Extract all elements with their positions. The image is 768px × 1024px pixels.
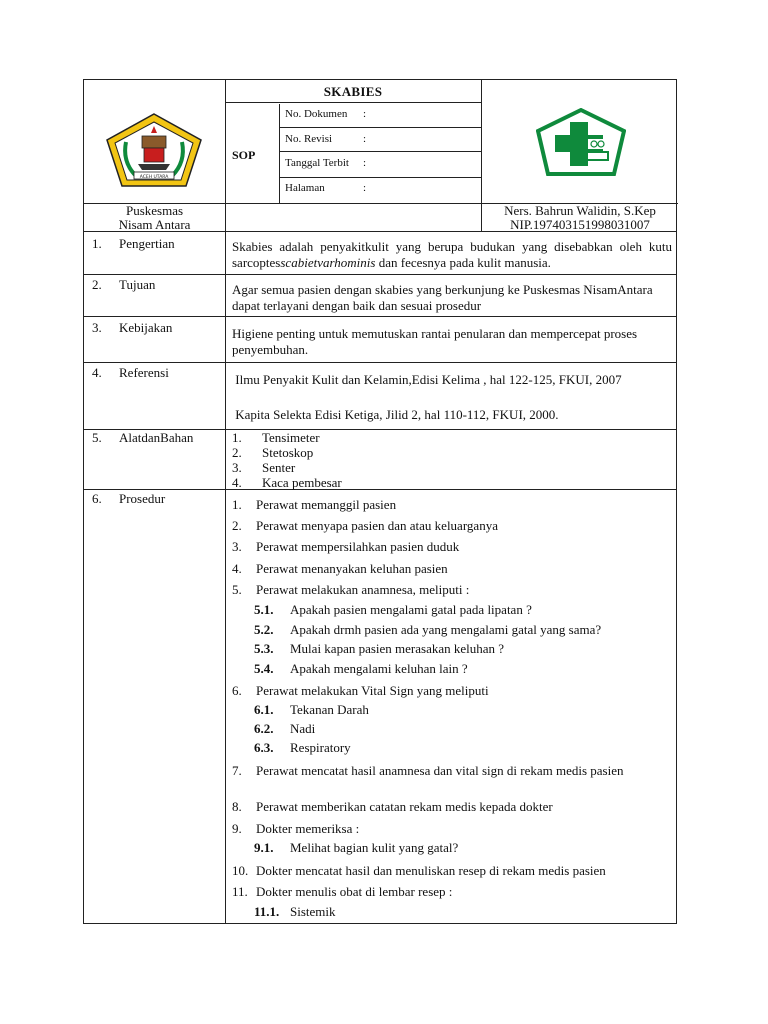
- step-number: 9.: [232, 821, 242, 836]
- list-item: [232, 460, 295, 476]
- substep-number: 6.3.: [254, 740, 274, 755]
- doc-row-colon: :: [363, 133, 367, 145]
- step-number: 7.: [232, 763, 242, 778]
- puskesmas-line: Nisam Antara: [118, 217, 191, 232]
- puskesmas-cross-logo: [536, 108, 626, 176]
- row-divider: [84, 362, 676, 363]
- section-label: Kebijakan: [119, 320, 173, 335]
- item-number: 4.: [232, 475, 242, 490]
- procedure-substep: [254, 622, 601, 638]
- substep-text: Tekanan Darah: [290, 702, 369, 717]
- step-number: 4.: [232, 561, 242, 576]
- emblem-label: ACEH UTARA: [139, 175, 169, 180]
- doc-row-colon: :: [363, 182, 367, 194]
- step-text: Perawat memberikan catatan rekam medis kepada dokter: [256, 799, 553, 814]
- section-label: Prosedur: [119, 491, 166, 506]
- substep-text: Apakah mengalami keluhan lain ?: [290, 661, 468, 676]
- procedure-substep: [254, 740, 351, 756]
- step-text: Dokter menulis obat di lembar resep :: [256, 884, 453, 899]
- body-column-divider: [225, 232, 226, 923]
- signer-nip: NIP.197403151998031007: [510, 217, 650, 232]
- step-text: Dokter mencatat hasil dan menuliskan resep di rekam medis pasien: [256, 863, 606, 878]
- item-number: 3.: [232, 460, 242, 475]
- procedure-step: [232, 821, 359, 837]
- substep-text: Mulai kapan pasien merasakan keluhan ?: [290, 641, 505, 656]
- doc-row-label: No. Dokumen: [285, 108, 348, 120]
- substep-text: Melihat bagian kulit yang gatal?: [290, 840, 459, 855]
- procedure-substep: [254, 702, 369, 718]
- item-number: 2.: [232, 445, 242, 460]
- procedure-step: [232, 518, 498, 534]
- body-table: [83, 232, 677, 924]
- procedure-step: [232, 683, 489, 699]
- header-divider: [279, 104, 280, 203]
- header-divider: [279, 151, 481, 152]
- row-divider: [84, 489, 676, 490]
- procedure-step: [232, 582, 469, 598]
- procedure-step: [232, 884, 452, 900]
- step-number: 5.: [232, 582, 242, 597]
- puskesmas-line: Puskesmas: [125, 203, 184, 218]
- substep-number: 5.3.: [254, 641, 274, 656]
- section-number: 4.: [92, 365, 102, 380]
- procedure-substep: [254, 721, 315, 737]
- section-number: 1.: [92, 236, 102, 251]
- row-divider: [84, 316, 676, 317]
- signer-name: Ners. Bahrun Walidin, S.Kep: [504, 203, 656, 218]
- procedure-step: [232, 539, 459, 555]
- step-text: Perawat menyapa pasien dan atau keluarganya: [256, 518, 498, 533]
- step-text: Perawat melakukan Vital Sign yang meliputi: [256, 683, 489, 698]
- doc-row-label: Halaman: [285, 182, 325, 194]
- tujuan-text: Agar semua pasien dengan skabies yang berkunjung ke Puskesmas NisamAntara dapat terlayani dengan baik dan sesuai prosedur: [232, 282, 653, 313]
- procedure-step: [232, 763, 672, 778]
- substep-number: 5.1.: [254, 602, 274, 617]
- step-text: Perawat mencatat hasil anamnesa dan vital sign di rekam medis pasien: [256, 763, 624, 778]
- procedure-substep: [254, 661, 468, 677]
- pengertian-text-part: dan fecesnya pada kulit manusia.: [375, 255, 551, 270]
- doc-row-revision: [285, 133, 367, 145]
- document-title: SKABIES: [323, 84, 383, 99]
- step-number: 10.: [232, 863, 249, 878]
- doc-row-number: [285, 108, 367, 120]
- substep-number: 5.4.: [254, 661, 274, 676]
- step-number: 2.: [232, 518, 242, 533]
- section-label: Pengertian: [119, 236, 175, 251]
- step-text: Perawat mempersilahkan pasien duduk: [256, 539, 460, 554]
- substep-number: 6.1.: [254, 702, 274, 717]
- item-text: Stetoskop: [262, 445, 314, 460]
- section-label: Tujuan: [119, 277, 156, 292]
- item-number: 1.: [232, 430, 242, 445]
- step-number: 6.: [232, 683, 242, 698]
- pengertian-italic-term: scabietvarhominis: [280, 255, 376, 270]
- section-number: 5.: [92, 430, 102, 445]
- referensi-item: Ilmu Penyakit Kulit dan Kelamin,Edisi Kelima , hal 122-125, FKUI, 2007: [232, 372, 622, 387]
- item-text: Tensimeter: [262, 430, 320, 445]
- aceh-utara-emblem-logo: [104, 112, 204, 188]
- substep-text: Sistemik: [290, 904, 336, 919]
- doc-row-colon: :: [363, 108, 367, 120]
- substep-text: Respiratory: [290, 740, 351, 755]
- referensi-item: Kapita Selekta Edisi Ketiga, Jilid 2, hal 110-112, FKUI, 2000.: [232, 407, 559, 422]
- step-text: Perawat memanggil pasien: [256, 497, 397, 512]
- substep-number: 11.1.: [254, 904, 280, 919]
- procedure-step: [232, 561, 448, 577]
- step-text: Dokter memeriksa :: [256, 821, 360, 836]
- step-number: 1.: [232, 497, 242, 512]
- substep-text: Apakah pasien mengalami gatal pada lipatan ?: [290, 602, 532, 617]
- procedure-substep: [254, 641, 504, 657]
- step-number: 3.: [232, 539, 242, 554]
- procedure-substep: [254, 904, 336, 920]
- doc-row-label: Tanggal Terbit: [285, 157, 349, 169]
- procedure-step: [232, 799, 553, 815]
- header-divider: [279, 127, 481, 128]
- puskesmas-name: [84, 204, 225, 232]
- section-label: AlatdanBahan: [119, 430, 194, 445]
- substep-number: 5.2.: [254, 622, 274, 637]
- section-number: 2.: [92, 277, 102, 292]
- kebijakan-text: Higiene penting untuk memutuskan rantai penularan dan mempercepat proses penyembuhan.: [232, 326, 638, 357]
- list-item: [232, 445, 313, 461]
- list-item: [232, 430, 320, 446]
- pengertian-text: [232, 239, 672, 271]
- section-label: Referensi: [119, 365, 169, 380]
- row-divider: [84, 274, 676, 275]
- doc-row-issue-date: [285, 157, 367, 169]
- sop-label: SOP: [232, 148, 256, 162]
- header-divider: [225, 102, 481, 103]
- substep-text: Nadi: [290, 721, 316, 736]
- section-number: 3.: [92, 320, 102, 335]
- substep-number: 6.2.: [254, 721, 274, 736]
- procedure-substep: [254, 840, 458, 856]
- header-divider: [279, 177, 481, 178]
- signer-block: [482, 204, 678, 232]
- step-number: 11.: [232, 884, 248, 899]
- step-text: Perawat menanyakan keluhan pasien: [256, 561, 448, 576]
- pengertian-text-part: Skabies adalah penyakitkulit yang berupa budukan yang disebabkan oleh kutu sarcoptes: [232, 239, 672, 270]
- step-number: 8.: [232, 799, 242, 814]
- step-text: Perawat melakukan anamnesa, meliputi :: [256, 582, 470, 597]
- doc-row-page: [285, 182, 367, 194]
- doc-row-label: No. Revisi: [285, 133, 333, 145]
- procedure-substep: [254, 602, 532, 618]
- list-item: [232, 475, 342, 491]
- substep-text: Apakah drmh pasien ada yang mengalami gatal yang sama?: [290, 622, 602, 637]
- substep-number: 9.1.: [254, 840, 274, 855]
- item-text: Senter: [262, 460, 296, 475]
- procedure-step: [232, 497, 396, 513]
- doc-row-colon: :: [363, 157, 367, 169]
- procedure-step: [232, 863, 606, 879]
- item-text: Kaca pembesar: [262, 475, 342, 490]
- section-number: 6.: [92, 491, 102, 506]
